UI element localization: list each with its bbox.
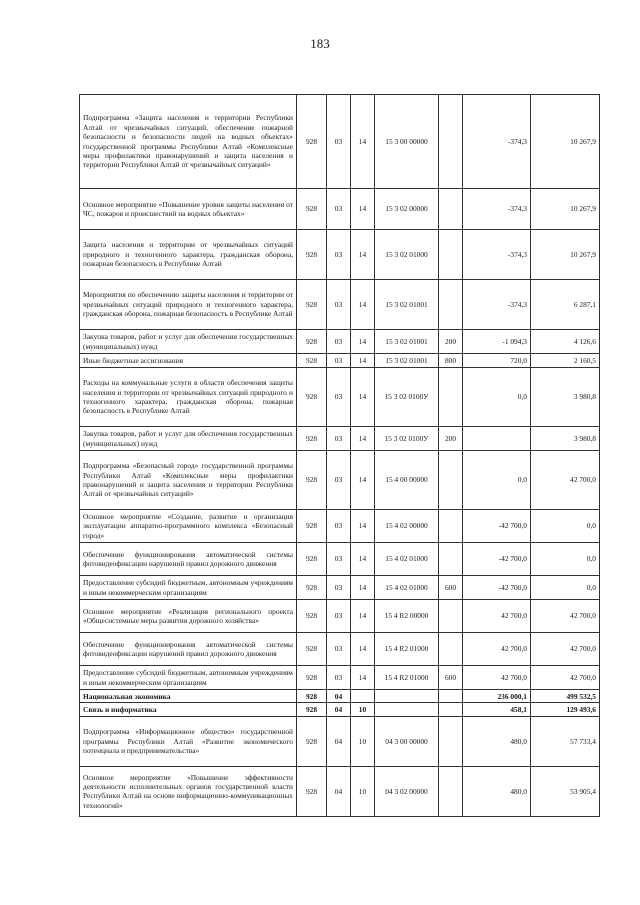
target-article-code: 15 4 00 00000 [375, 451, 439, 510]
row-name: Подпрограмма «Защита населения и территории Республики Алтай от чрезвычайных ситуаций, обеспечение пожарной безопасности и безопасности людей на водных объектах» государственной программы Республики Алтай «Комплексные меры профилактики правонарушений и защита населения и территории Республики Алтай от чрезвычайных ситуаций» [80, 95, 297, 189]
subsection-code: 10 [351, 703, 375, 716]
section-code: 03 [327, 633, 351, 666]
row-name: Обеспечение функционирования автоматической системы фотовидеофиксации нарушений правил дорожного движения [80, 633, 297, 666]
grbs-code: 928 [297, 666, 327, 690]
amount-change: 458,1 [463, 703, 531, 716]
section-code: 04 [327, 716, 351, 766]
row-name: Основное мероприятие «Повышение эффективности деятельности исполнительных органов государственной власти Республики Алтай на основе информационно-коммуникационных технологий» [80, 766, 297, 816]
table-row [80, 666, 600, 690]
row-name: Защита населения и территории от чрезвычайных ситуаций природного и техногенного характера, гражданская оборона, пожарная безопасность в Республике Алтай [80, 230, 297, 280]
table-row [80, 600, 600, 633]
amount-change: 236 000,1 [463, 690, 531, 703]
expense-type-code: 600 [439, 666, 463, 690]
grbs-code: 928 [297, 230, 327, 280]
amount-total: 42 700,0 [531, 451, 600, 510]
grbs-code: 928 [297, 543, 327, 576]
subsection-code: 14 [351, 666, 375, 690]
target-article-code: 15 3 02 0100У [375, 427, 439, 451]
row-name: Закупка товаров, работ и услуг для обеспечения государственных (муниципальных) нужд [80, 427, 297, 451]
target-article-code: 15 3 02 01001 [375, 354, 439, 368]
amount-change: 42 700,0 [463, 633, 531, 666]
amount-change: 42 700,0 [463, 600, 531, 633]
grbs-code: 928 [297, 427, 327, 451]
amount-total: 6 287,1 [531, 280, 600, 330]
subsection-code: 14 [351, 354, 375, 368]
target-article-code: 15 3 00 00000 [375, 95, 439, 189]
row-name: Национальная экономика [80, 690, 297, 703]
grbs-code: 928 [297, 354, 327, 368]
amount-change [463, 427, 531, 451]
expense-type-code [439, 280, 463, 330]
subsection-code: 14 [351, 510, 375, 543]
grbs-code: 928 [297, 633, 327, 666]
subsection-code: 14 [351, 633, 375, 666]
subsection-code: 14 [351, 451, 375, 510]
page-number: 183 [310, 36, 330, 51]
row-name: Закупка товаров, работ и услуг для обеспечения государственных (муниципальных) нужд [80, 330, 297, 354]
row-name: Подпрограмма «Безопасный город» государственной программы Республики Алтай «Комплексные меры профилактики правонарушений и защита населения и территории Республики Алтай от чрезвычайных ситуаций» [80, 451, 297, 510]
target-article-code: 15 4 R2 01000 [375, 666, 439, 690]
amount-change: -42 700,0 [463, 576, 531, 600]
amount-total: 10 267,9 [531, 189, 600, 230]
target-article-code: 15 4 02 00000 [375, 510, 439, 543]
table-row [80, 451, 600, 510]
expense-type-code: 800 [439, 354, 463, 368]
expense-type-code [439, 600, 463, 633]
subsection-code: 14 [351, 543, 375, 576]
table-row [80, 368, 600, 427]
subsection-code [351, 690, 375, 703]
subsection-code: 10 [351, 716, 375, 766]
grbs-code: 928 [297, 510, 327, 543]
amount-total: 4 126,6 [531, 330, 600, 354]
target-article-code: 15 3 02 0100У [375, 368, 439, 427]
grbs-code: 928 [297, 189, 327, 230]
expense-type-code: 200 [439, 427, 463, 451]
table-row [80, 510, 600, 543]
amount-change: 0,0 [463, 451, 531, 510]
table-row [80, 230, 600, 280]
amount-change: -1 094,3 [463, 330, 531, 354]
subsection-code: 14 [351, 280, 375, 330]
amount-change: -374,3 [463, 230, 531, 280]
subsection-code: 10 [351, 766, 375, 816]
grbs-code: 928 [297, 716, 327, 766]
target-article-code: 15 3 02 01001 [375, 280, 439, 330]
table-row [80, 576, 600, 600]
section-code: 03 [327, 576, 351, 600]
amount-total: 129 493,6 [531, 703, 600, 716]
row-name: Основное мероприятие «Повышение уровня защиты населения от ЧС, пожаров и происшествий на водных объектах» [80, 189, 297, 230]
grbs-code: 928 [297, 690, 327, 703]
table-row [80, 427, 600, 451]
expense-type-code [439, 716, 463, 766]
expense-type-code [439, 189, 463, 230]
subsection-code: 14 [351, 95, 375, 189]
section-code: 03 [327, 368, 351, 427]
target-article-code: 15 3 02 01001 [375, 330, 439, 354]
budget-table [79, 94, 600, 817]
expense-type-code [439, 510, 463, 543]
expense-type-code [439, 690, 463, 703]
amount-total: 3 980,8 [531, 368, 600, 427]
grbs-code: 928 [297, 280, 327, 330]
expense-type-code: 600 [439, 576, 463, 600]
amount-change: 480,0 [463, 766, 531, 816]
row-name: Подпрограмма «Информационное общество» государственной программы Республики Алтай «Развитие экономического потенциала и предпринимательства» [80, 716, 297, 766]
amount-change: -374,3 [463, 95, 531, 189]
amount-total: 57 733,4 [531, 716, 600, 766]
amount-change: 42 700,0 [463, 666, 531, 690]
target-article-code: 04 3 02 00000 [375, 766, 439, 816]
expense-type-code [439, 766, 463, 816]
section-code: 03 [327, 451, 351, 510]
subsection-code: 14 [351, 330, 375, 354]
target-article-code: 15 3 02 00000 [375, 189, 439, 230]
amount-total: 42 700,0 [531, 666, 600, 690]
table-row [80, 633, 600, 666]
row-name: Расходы на коммунальные услуги в области обеспечения защиты населения и территории от чрезвычайных ситуаций природного и техногенного характера, гражданская оборона, пожарная безопасность в Республике Алтай [80, 368, 297, 427]
grbs-code: 928 [297, 576, 327, 600]
amount-total: 3 980,8 [531, 427, 600, 451]
grbs-code: 928 [297, 330, 327, 354]
row-name: Связь и информатика [80, 703, 297, 716]
expense-type-code [439, 368, 463, 427]
target-article-code [375, 703, 439, 716]
section-code: 04 [327, 766, 351, 816]
row-name: Обеспечение функционирования автоматической системы фотовидеофиксации нарушений правил дорожного движения [80, 543, 297, 576]
amount-change: -374,3 [463, 280, 531, 330]
table-row [80, 703, 600, 716]
expense-type-code [439, 95, 463, 189]
table-row [80, 766, 600, 816]
amount-change: -42 700,0 [463, 510, 531, 543]
expense-type-code: 200 [439, 330, 463, 354]
expense-type-code [439, 543, 463, 576]
section-code: 03 [327, 354, 351, 368]
row-name: Иные бюджетные ассигнования [80, 354, 297, 368]
amount-total: 53 905,4 [531, 766, 600, 816]
target-article-code: 15 4 R2 00000 [375, 600, 439, 633]
section-code: 03 [327, 510, 351, 543]
amount-total: 10 267,9 [531, 230, 600, 280]
section-code: 03 [327, 230, 351, 280]
amount-change: -374,3 [463, 189, 531, 230]
target-article-code: 15 4 02 01000 [375, 543, 439, 576]
row-name: Основное мероприятие «Создание, развитие и организация эксплуатации аппаратно-программного комплекса «Безопасный город» [80, 510, 297, 543]
table-row [80, 189, 600, 230]
section-code: 03 [327, 95, 351, 189]
section-code: 04 [327, 690, 351, 703]
section-code: 04 [327, 703, 351, 716]
subsection-code: 14 [351, 230, 375, 280]
target-article-code: 15 4 02 01000 [375, 576, 439, 600]
amount-total: 0,0 [531, 576, 600, 600]
grbs-code: 928 [297, 766, 327, 816]
section-code: 03 [327, 189, 351, 230]
subsection-code: 14 [351, 368, 375, 427]
section-code: 03 [327, 543, 351, 576]
table-row [80, 354, 600, 368]
target-article-code: 04 3 00 00000 [375, 716, 439, 766]
target-article-code [375, 690, 439, 703]
amount-total: 0,0 [531, 510, 600, 543]
row-name: Основное мероприятие «Реализация регионального проекта «Общесистемные меры развития дорожного хозяйства» [80, 600, 297, 633]
amount-total: 0,0 [531, 543, 600, 576]
subsection-code: 14 [351, 189, 375, 230]
section-code: 03 [327, 280, 351, 330]
table-row [80, 543, 600, 576]
section-code: 03 [327, 666, 351, 690]
table-row [80, 690, 600, 703]
grbs-code: 928 [297, 600, 327, 633]
amount-change: 720,0 [463, 354, 531, 368]
amount-total: 10 267,9 [531, 95, 600, 189]
section-code: 03 [327, 330, 351, 354]
subsection-code: 14 [351, 427, 375, 451]
table-row [80, 280, 600, 330]
amount-change: -42 700,0 [463, 543, 531, 576]
grbs-code: 928 [297, 368, 327, 427]
grbs-code: 928 [297, 703, 327, 716]
amount-total: 499 532,5 [531, 690, 600, 703]
table-row [80, 330, 600, 354]
amount-total: 2 160,5 [531, 354, 600, 368]
section-code: 03 [327, 600, 351, 633]
section-code: 03 [327, 427, 351, 451]
subsection-code: 14 [351, 576, 375, 600]
target-article-code: 15 3 02 01000 [375, 230, 439, 280]
grbs-code: 928 [297, 95, 327, 189]
subsection-code: 14 [351, 600, 375, 633]
amount-change: 480,0 [463, 716, 531, 766]
expense-type-code [439, 230, 463, 280]
table-row [80, 95, 600, 189]
amount-total: 42 700,0 [531, 633, 600, 666]
row-name: Предоставление субсидий бюджетным, автономным учреждениям и иным некоммерческим организациям [80, 666, 297, 690]
row-name: Предоставление субсидий бюджетным, автономным учреждениям и иным некоммерческим организациям [80, 576, 297, 600]
row-name: Мероприятия по обеспечению защиты населения и территории от чрезвычайных ситуаций природного и техногенного характера, гражданская оборона, пожарная безопасность в Республике Алтай [80, 280, 297, 330]
expense-type-code [439, 703, 463, 716]
expense-type-code [439, 633, 463, 666]
amount-total: 42 700,0 [531, 600, 600, 633]
amount-change: 0,0 [463, 368, 531, 427]
target-article-code: 15 4 R2 01000 [375, 633, 439, 666]
table-row [80, 716, 600, 766]
expense-type-code [439, 451, 463, 510]
grbs-code: 928 [297, 451, 327, 510]
